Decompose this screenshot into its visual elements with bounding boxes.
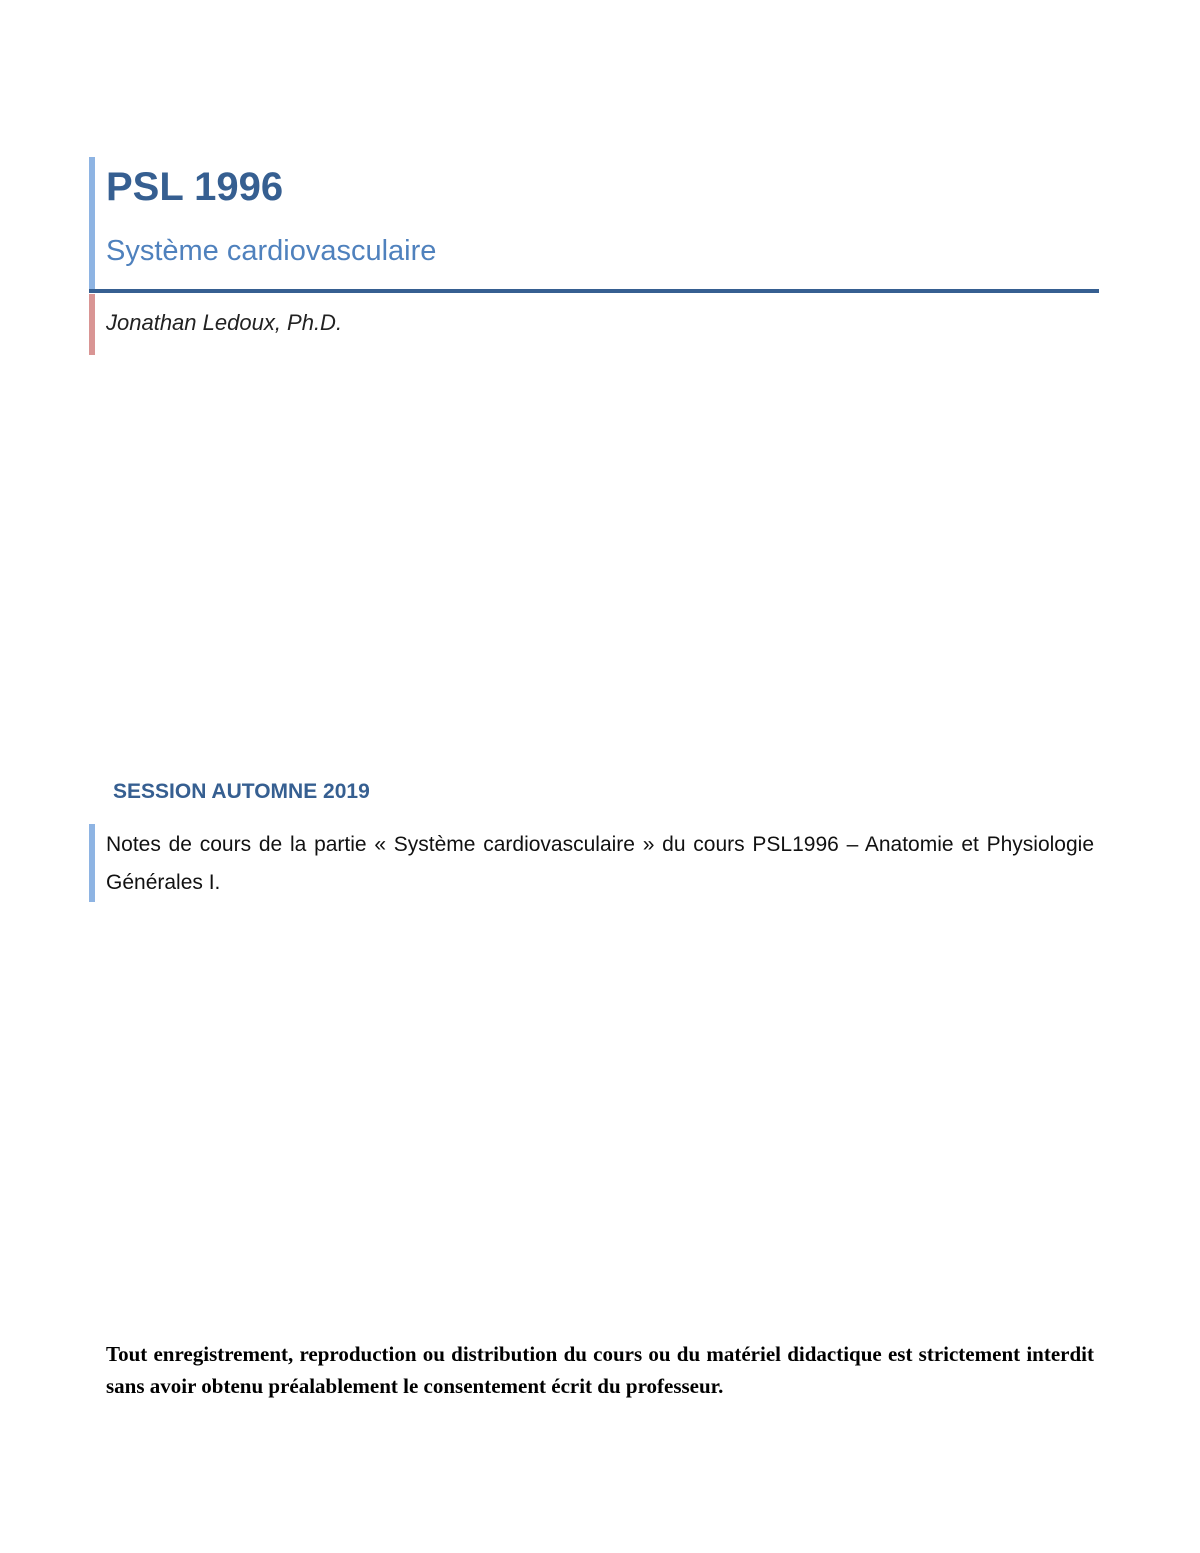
author-name: Jonathan Ledoux, Ph.D. — [106, 310, 343, 335]
session-heading: SESSION AUTOMNE 2019 — [113, 780, 370, 803]
title-accent-bar — [89, 157, 95, 289]
copyright-notice: Tout enregistrement, reproduction ou distribution du cours ou du matériel didactique est strictement interdit sans avoir obtenu préalablement le consentement écrit du professeur. — [106, 1342, 1094, 1398]
course-subtitle: Système cardiovasculaire — [106, 235, 437, 267]
author-accent-bar — [89, 294, 95, 355]
course-title: PSL 1996 — [106, 165, 284, 209]
course-description: Notes de cours de la partie « Système cardiovasculaire » du cours PSL1996 – Anatomie et Physiologie Générales I. — [106, 833, 1094, 894]
title-divider — [89, 289, 1099, 293]
description-accent-bar — [89, 824, 95, 902]
